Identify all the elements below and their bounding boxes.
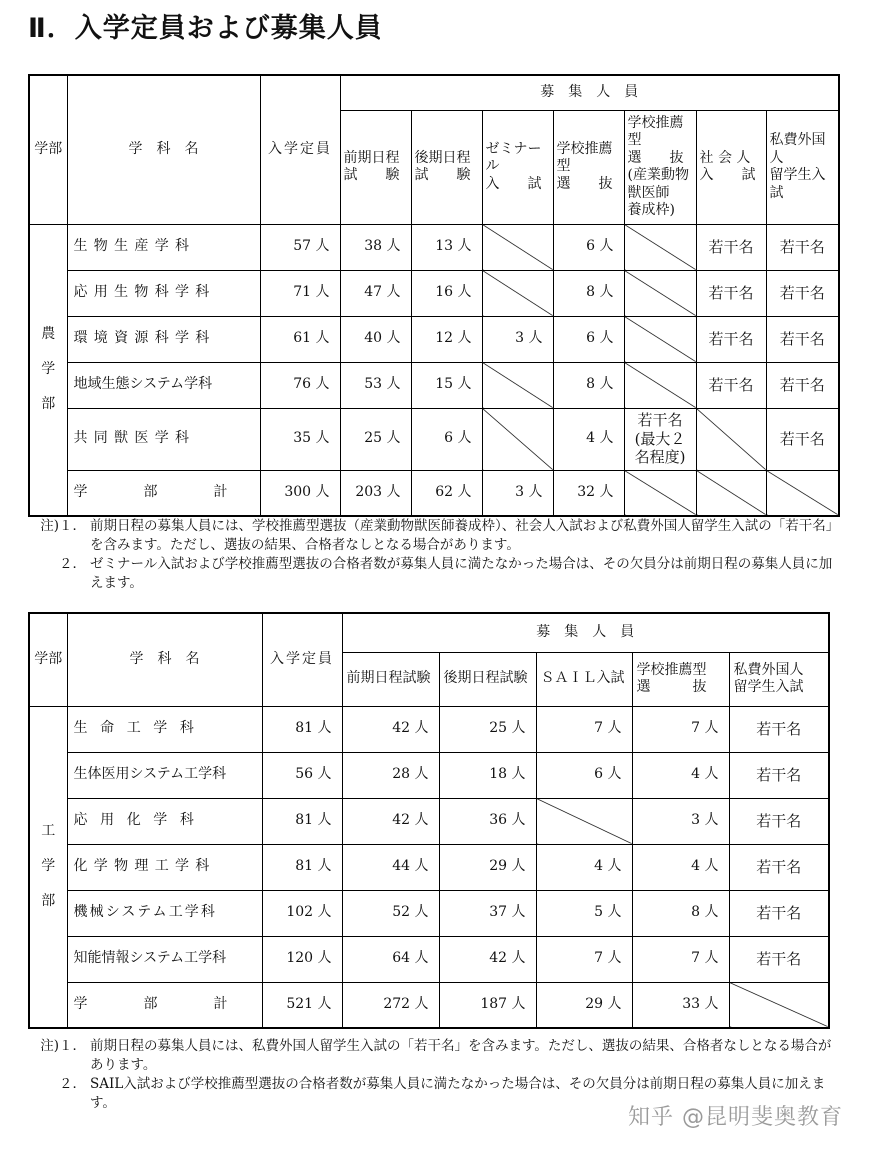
quota-cell: 18 人 (439, 752, 536, 798)
capacity-cell: 120 人 (262, 936, 342, 982)
quota-cell: 7 人 (632, 936, 729, 982)
column-header: 私費外国人 留学生入試 (766, 110, 839, 224)
capacity-header: 入学定員 (260, 75, 340, 224)
capacity-cell: 102 人 (262, 890, 342, 936)
recruitment-header: 募 集 人 員 (340, 75, 839, 110)
total-quota-cell: 62 人 (411, 470, 482, 516)
quota-cell: 7 人 (536, 936, 632, 982)
total-quota-cell: 33 人 (632, 982, 729, 1028)
not-applicable-cell (482, 408, 553, 470)
quota-cell: 42 人 (342, 706, 439, 752)
quota-cell: 6 人 (553, 316, 624, 362)
capacity-cell: 81 人 (262, 844, 342, 890)
quota-cell: 若干名 (696, 270, 766, 316)
capacity-cell: 61 人 (260, 316, 340, 362)
quota-cell: 28 人 (342, 752, 439, 798)
table-row (29, 752, 829, 798)
total-quota-cell: 272 人 (342, 982, 439, 1028)
agriculture-notes (30, 517, 842, 593)
not-applicable-cell (482, 270, 553, 316)
recruitment-header: 募 集 人 員 (342, 613, 829, 652)
agriculture-table (28, 74, 840, 517)
not-applicable-cell (624, 362, 696, 408)
note-number: 注)１． (40, 1038, 86, 1054)
not-applicable-cell (624, 470, 696, 516)
total-quota-cell: 29 人 (536, 982, 632, 1028)
column-header: 社 会 人 入 試 (696, 110, 766, 224)
table-row (29, 362, 839, 408)
quota-cell: 若干名 (最大２ 名程度) (624, 408, 696, 470)
capacity-cell: 81 人 (262, 706, 342, 752)
quota-cell: 8 人 (632, 890, 729, 936)
table-row (29, 706, 829, 752)
quota-cell: 42 人 (439, 936, 536, 982)
department-name: 機械システム工学科 (67, 890, 262, 936)
note-item (30, 555, 842, 593)
total-quota-cell: 203 人 (340, 470, 411, 516)
note-text: SAIL入試および学校推薦型選抜の合格者数が募集人員に満たなかった場合は、その欠員分は前期日程の募集人員に加えます。 (90, 1076, 826, 1111)
faculty-header: 学部 (29, 75, 67, 224)
capacity-cell: 71 人 (260, 270, 340, 316)
column-header: ゼミナール 入 試 (482, 110, 553, 224)
table-row (29, 890, 829, 936)
total-label: 学 部 計 (67, 470, 260, 516)
department-name: 環境資源科学科 (67, 316, 260, 362)
department-name: 応用化学科 (67, 798, 262, 844)
quota-cell: 38 人 (340, 224, 411, 270)
quota-cell: 若干名 (696, 362, 766, 408)
quota-cell: 15 人 (411, 362, 482, 408)
quota-cell: 若干名 (696, 316, 766, 362)
not-applicable-cell (624, 270, 696, 316)
quota-cell: 若干名 (729, 706, 829, 752)
note-text: ゼミナール入試および学校推薦型選抜の合格者数が募集人員に満たなかった場合は、その欠員分は前期日程の募集人員に加えます。 (90, 556, 833, 591)
quota-cell: 4 人 (632, 844, 729, 890)
quota-cell: 37 人 (439, 890, 536, 936)
quota-cell: 64 人 (342, 936, 439, 982)
quota-cell: 53 人 (340, 362, 411, 408)
note-item (30, 1037, 842, 1075)
table-row (29, 316, 839, 362)
quota-cell: 25 人 (340, 408, 411, 470)
quota-cell: 47 人 (340, 270, 411, 316)
column-header: 前期日程 試 験 (340, 110, 411, 224)
total-quota-cell: 187 人 (439, 982, 536, 1028)
quota-cell: 52 人 (342, 890, 439, 936)
table-row (29, 936, 829, 982)
quota-cell: 4 人 (536, 844, 632, 890)
quota-cell: 若干名 (766, 224, 839, 270)
quota-cell: 6 人 (536, 752, 632, 798)
department-header: 学 科 名 (67, 613, 262, 706)
quota-cell: 8 人 (553, 270, 624, 316)
note-item (30, 517, 842, 555)
quota-cell: 若干名 (729, 936, 829, 982)
department-name: 知能情報システム工学科 (67, 936, 262, 982)
capacity-cell: 57 人 (260, 224, 340, 270)
department-name: 地域生態システム学科 (67, 362, 260, 408)
department-name: 生命工学科 (67, 706, 262, 752)
quota-cell: 7 人 (632, 706, 729, 752)
quota-cell: 3 人 (632, 798, 729, 844)
total-capacity: 300 人 (260, 470, 340, 516)
quota-cell: 若干名 (766, 270, 839, 316)
column-header: 私費外国人 留学生入試 (729, 652, 829, 706)
page-title: Ⅱ．入学定員および募集人員 (28, 13, 383, 44)
column-header: 前期日程試験 (342, 652, 439, 706)
quota-cell: 6 人 (553, 224, 624, 270)
faculty-label: 工 学 部 (29, 706, 67, 1028)
not-applicable-cell (536, 798, 632, 844)
column-header: 学校推薦型 選 抜 (産業動物 獣医師 養成枠) (624, 110, 696, 224)
column-header: 後期日程 試 験 (411, 110, 482, 224)
capacity-cell: 35 人 (260, 408, 340, 470)
note-number: ２． (59, 1076, 86, 1092)
not-applicable-cell (696, 408, 766, 470)
quota-cell: 若干名 (729, 752, 829, 798)
quota-cell: 36 人 (439, 798, 536, 844)
quota-cell: 3 人 (482, 316, 553, 362)
quota-cell: 若干名 (729, 844, 829, 890)
engineering-table (28, 612, 830, 1029)
quota-cell: 5 人 (536, 890, 632, 936)
total-row (29, 982, 829, 1028)
department-name: 応用生物科学科 (67, 270, 260, 316)
quota-cell: 29 人 (439, 844, 536, 890)
department-name: 生物生産学科 (67, 224, 260, 270)
quota-cell: 7 人 (536, 706, 632, 752)
table-row (29, 798, 829, 844)
table-row (29, 224, 839, 270)
note-text: 前期日程の募集人員には、私費外国人留学生入試の「若干名」を含みます。ただし、選抜の結果、合格者なしとなる場合があります。 (90, 1038, 832, 1073)
not-applicable-cell (729, 982, 829, 1028)
not-applicable-cell (766, 470, 839, 516)
quota-cell: 42 人 (342, 798, 439, 844)
quota-cell: 44 人 (342, 844, 439, 890)
total-row (29, 470, 839, 516)
column-header: 学校推薦型 選 抜 (553, 110, 624, 224)
faculty-label: 農 学 部 (29, 224, 67, 516)
quota-cell: 13 人 (411, 224, 482, 270)
column-header: ＳＡＩＬ入試 (536, 652, 632, 706)
watermark: 知乎 @昆明斐奥教育 (628, 1105, 843, 1130)
quota-cell: 4 人 (553, 408, 624, 470)
not-applicable-cell (696, 470, 766, 516)
quota-cell: 8 人 (553, 362, 624, 408)
quota-cell: 6 人 (411, 408, 482, 470)
quota-cell: 25 人 (439, 706, 536, 752)
quota-cell: 若干名 (766, 316, 839, 362)
capacity-cell: 56 人 (262, 752, 342, 798)
quota-cell: 若干名 (766, 408, 839, 470)
note-number: 注)１． (40, 518, 86, 534)
department-name: 化学物理工学科 (67, 844, 262, 890)
total-label: 学 部 計 (67, 982, 262, 1028)
capacity-header: 入学定員 (262, 613, 342, 706)
table-row (29, 408, 839, 470)
column-header: 後期日程試験 (439, 652, 536, 706)
not-applicable-cell (482, 224, 553, 270)
not-applicable-cell (624, 316, 696, 362)
quota-cell: 12 人 (411, 316, 482, 362)
note-text: 前期日程の募集人員には、学校推薦型選抜（産業動物獣医師養成枠）、社会人入試および私費外国人留学生入試の「若干名」を含みます。ただし、選抜の結果、合格者なしとなる場合があります。 (90, 518, 840, 553)
table-row (29, 270, 839, 316)
not-applicable-cell (482, 362, 553, 408)
quota-cell: 40 人 (340, 316, 411, 362)
not-applicable-cell (624, 224, 696, 270)
quota-cell: 4 人 (632, 752, 729, 798)
capacity-cell: 76 人 (260, 362, 340, 408)
table-row (29, 844, 829, 890)
quota-cell: 若干名 (766, 362, 839, 408)
note-number: ２． (59, 556, 86, 572)
quota-cell: 若干名 (696, 224, 766, 270)
quota-cell: 若干名 (729, 798, 829, 844)
column-header: 学校推薦型 選 抜 (632, 652, 729, 706)
capacity-cell: 81 人 (262, 798, 342, 844)
total-capacity: 521 人 (262, 982, 342, 1028)
total-quota-cell: 3 人 (482, 470, 553, 516)
quota-cell: 16 人 (411, 270, 482, 316)
department-header: 学 科 名 (67, 75, 260, 224)
department-name: 生体医用システム工学科 (67, 752, 262, 798)
quota-cell: 若干名 (729, 890, 829, 936)
department-name: 共同獣医学科 (67, 408, 260, 470)
total-quota-cell: 32 人 (553, 470, 624, 516)
faculty-header: 学部 (29, 613, 67, 706)
